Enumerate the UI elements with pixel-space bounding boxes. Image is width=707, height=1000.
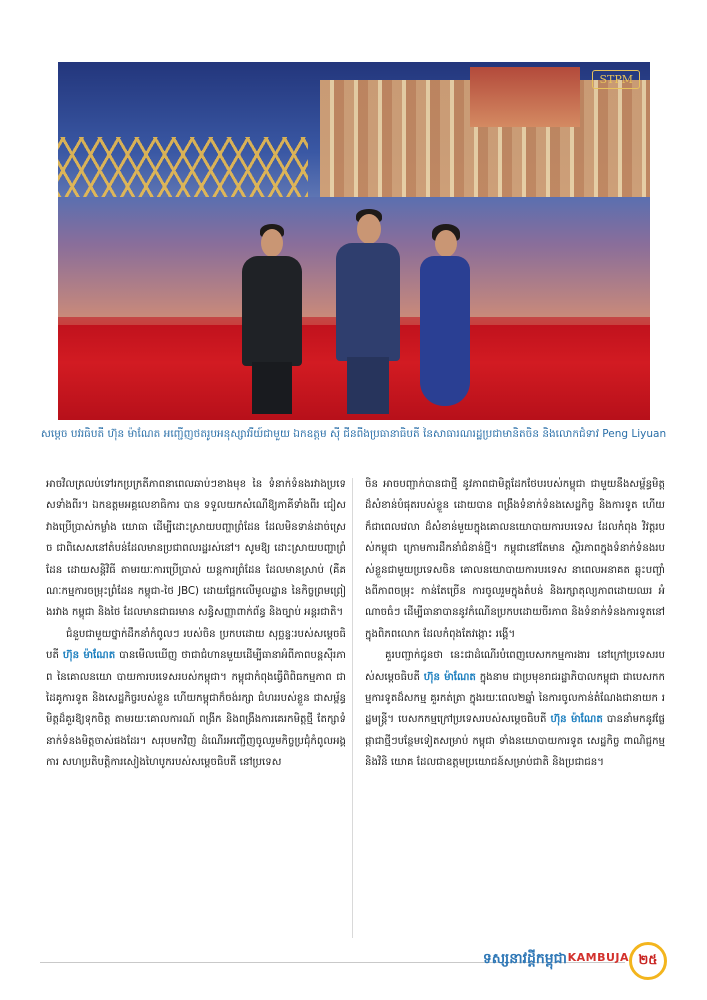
- column-divider: [352, 478, 353, 938]
- highlighted-name: ហ៊ុន ម៉ាណែត: [62, 650, 116, 662]
- person-right: [414, 224, 476, 414]
- cover-photo: [58, 62, 650, 420]
- right-paragraph-1: ចិន អាចបញ្ជាក់បានជាថ្មី នូវភាពជាមិត្តដែកថែបរបស់កម្ពុជា ជាមួយនឹងសម្ព័ន្ធមិត្តដ៏សំខាន់បំផុតរបស់ខ្លួន ដោយបាន ពង្រឹងទំនាក់ទំនងសេដ្ឋកិច្ច និងការទូត ហើយក៏ជាពេលវេលា ដ៏សំខាន់មួយក្នុងគោលនយោបាយការបរទេស ដែលកំពុង វិវត្តរបស់កម្ពុជា ក្រោមការដឹកនាំជំនាន់ថ្មី។ កម្ពុជានៅតែមាន ស្ថិរភាពក្នុងទំនាក់ទំនងរបស់ខ្លួនជាមួយប្រទេសចិន គោលនយោបាយការបរទេស នាពេលអនាគត ឆ្លុះបញ្ចាំងពីភាពចម្រុះ កាន់តែច្រើន ការចូលរួមក្នុងតំបន់ និងរក្សាតុល្យភាពដោយឈរ អំណាចធំៗ ដើម្បីធានាបាននូវកំណើនប្រកបដោយចីរភាព និងទំនាក់ទំនងការទូតនៅក្នុងពិភពលោក ដែលកំពុងតែវង្កោះ រង្គើ។: [365, 479, 665, 640]
- photo-building-roof: [470, 67, 580, 127]
- right-paragraph-2-text-b: ក្នុងនាម ជាប្រមុខរាជរដ្ឋាភិបាលកម្ពុជា ជាបេសកកម្មការទូតដ៏សកម្ម គួរកត់ត្រា ក្នុងរយៈពេល២ឆ្នាំ នៃការចូលកាន់តំណែងជានាយក រដ្ឋមន្ត្រី។ បេសកកម្មក្រៅប្រទេសរបស់សម្ដេចធិបតី: [365, 671, 665, 726]
- left-paragraph-2-text-a: ជំនួបជាមួយថ្នាក់ដឹកនាំកំពូលៗ របស់ចិន ប្រកបដោយ សុច្ឆន្ទៈរបស់សម្ដេចធិបតី: [46, 628, 346, 662]
- article-column-right: [365, 474, 665, 774]
- left-paragraph-2: [46, 624, 346, 774]
- photo-bridge: [58, 137, 308, 197]
- right-paragraph-2-text-a: គួរបញ្ជាក់ជូនថា នេះជាដំណើរបំពេញបេសកកម្មការងារ នៅក្រៅប្រទេសរបស់សម្ដេចធិបតី: [365, 650, 665, 683]
- highlighted-name: ហ៊ុន ម៉ាណែត: [550, 714, 603, 726]
- photo-caption: សម្ដេច បវរធិបតី ហ៊ុន ម៉ាណែត អញ្ជើញថតរូបអនុស្សាវរីយ៍ជាមួយ ឯកឧត្ដម ស៊ី ជីនពីងប្រធានាធិបតី នៃសាធារណរដ្ឋប្រជាមានិតចិន និងលោកជំទាវ Peng Liyuan: [40, 428, 667, 440]
- footer-magazine-name: ទស្សនាវដ្ដីកម្ពុជា: [482, 951, 567, 967]
- highlighted-name: ហ៊ុន ម៉ាណែត: [423, 671, 476, 683]
- photo-watermark-badge: STPM: [592, 70, 640, 89]
- left-paragraph-1: អាចវិលត្រលប់ទៅរកប្រក្រតីភាពនាពេលឆាប់ៗខាងមុខ នៃ ទំនាក់ទំនងរវាងប្រទេសទាំងពីរ។ ឯកឧត្ដមអគ្គលេខាធិការ បាន ទទួលយកសំណើឱ្យភាគីទាំងពីរ ជៀសវាងប្រើប្រាស់កម្លាំង យោធា ដើម្បីដោះស្រាយបញ្ហាព្រំដែន ដែលមិនទាន់ដាច់ស្រេច ជាពិសេសនៅតំបន់ដែលមានប្រជាពលរដ្ឋរស់នៅ។ សូមឱ្យ ដោះស្រាយបញ្ហាព្រំដែន ដោយសន្តិវិធី តាមរយៈការប្រើប្រាស់ យន្តការព្រំដែន ដែលមានស្រាប់ (គឺគណៈកម្មការចម្រុះព្រំដែន កម្ពុជា-ថៃ JBC) ដោយផ្អែកលើមូលដ្ឋាន នៃកិច្ចព្រមព្រៀងរវាង កម្ពុជា និងថៃ ដែលមានជាធរមាន សន្ធិសញ្ញាពាក់ព័ន្ធ និងច្បាប់ អន្តរជាតិ។: [46, 479, 346, 619]
- footer-brand: KAMBUJA: [567, 951, 629, 964]
- person-left: [240, 224, 304, 414]
- page-number: ២៥: [629, 942, 667, 980]
- right-paragraph-2-text-c: បាននាំមកនូវផ្លែផ្កាជាថ្មីៗបន្ថែមទៀតសម្រាប់ កម្ពុជា ទាំងនយោបាយការទូត សេដ្ឋកិច្ច ពាណិជ្ជកម្ម និងវិនិ យោគ ដែលជាឧត្តមប្រយោជន៍សម្រាប់ជាតិ និងប្រជាជន។: [365, 714, 665, 769]
- article-column-left: [46, 474, 346, 774]
- person-center: [334, 209, 402, 414]
- right-paragraph-2: [365, 645, 665, 773]
- left-paragraph-2-text-b: បានមើលឃើញ ថាជាជំហានមួយដើម្បីធានាអំពីភាពបន្តស៊ីរភាព នៃគោលនយោ បាយការបរទេសរបស់កម្ពុជា។ កម្ពុជាកំពុងធ្វើពិពិធកម្មភាព ជាដៃគូការទូត និងសេដ្ឋកិច្ចរបស់ខ្លួន ហើយកម្ពុជាក៏ចង់រក្សា ជំហររបស់ខ្លួន ជាសម្ព័ន្ធមិត្តដ៏គួរឱ្យទុកចិត្ត តាមរយៈគោលការណ៍ ពង្រីក និងពង្រឹងការគេរកមិត្តថ្មី តែក្សាទំនាក់ទំនងមិត្តចាស់ផងដែរ។ សរុបមកវិញ ដំណើរអញ្ជើញចូលរួមកិច្ចប្រជុំកំពូលអង្គការ សហប្រតិបត្តិការសៀងហៃបូករបស់សម្ដេចធិបតី នៅប្រទេស: [46, 650, 346, 769]
